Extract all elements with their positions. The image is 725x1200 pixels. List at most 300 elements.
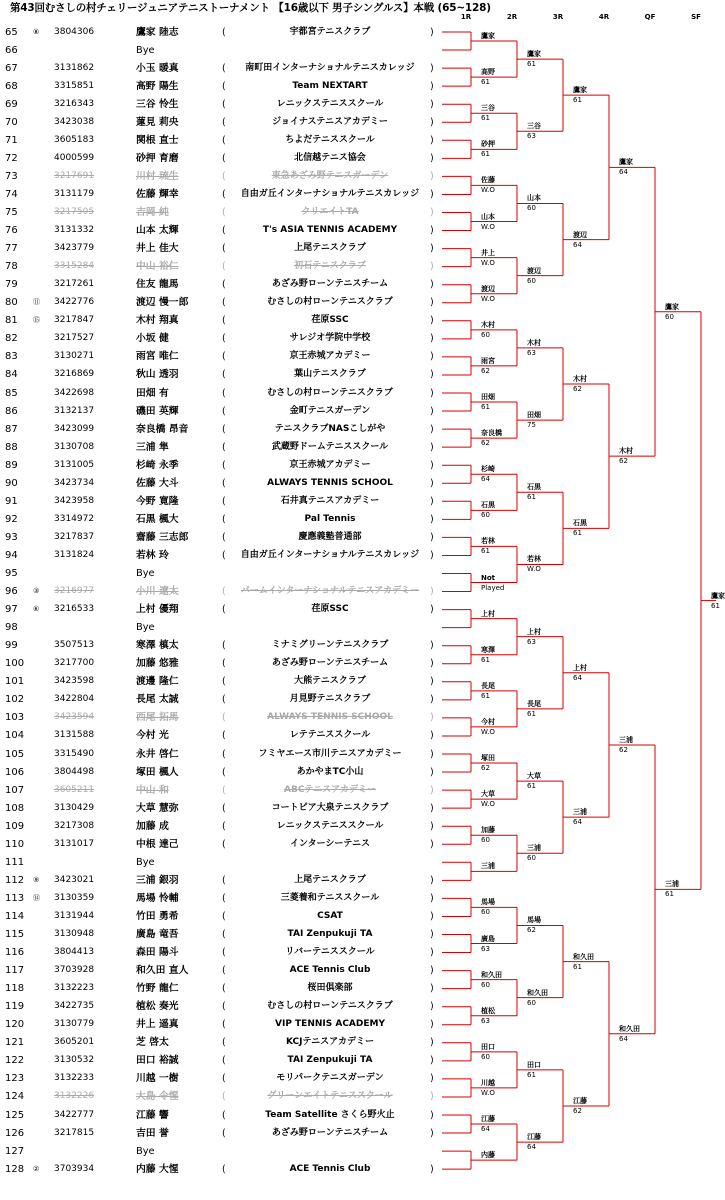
club-name: あざみ野ローンテニスチーム (271, 1127, 389, 1138)
draw-number: 73 (5, 170, 18, 182)
paren-close: ) (430, 1127, 434, 1139)
player-id: 3315284 (54, 261, 95, 272)
player-name: 住友 龍馬 (136, 279, 179, 291)
winner-name: 石黒 (573, 519, 587, 528)
club-name: 上尾テニスクラブ (294, 874, 366, 885)
match-score: 60 (527, 204, 536, 213)
draw-number: 119 (5, 1001, 25, 1013)
club-name: CSAT (317, 910, 343, 921)
player-id: 3605183 (54, 134, 95, 145)
draw-number: 115 (5, 929, 25, 940)
club-name: 三菱養和テニススクール (280, 892, 380, 903)
draw-number: 116 (5, 947, 25, 959)
player-name: 小川 遼太 (136, 586, 179, 598)
paren-close: ) (430, 748, 434, 760)
club-name: パームインターナショナルテニスアカデミー (240, 586, 420, 597)
player-name: 馬場 怜輔 (136, 892, 179, 904)
club-name: あざみ野ローンテニスチーム (271, 658, 389, 669)
paren-close: ) (430, 549, 434, 561)
draw-number: 88 (5, 441, 18, 453)
paren-close: ) (430, 243, 434, 255)
club-name: 石井真テニスアカデミー (280, 495, 380, 506)
club-name: 荏原SSC (311, 315, 349, 326)
match-score: 62 (481, 366, 490, 375)
player-name: 中山 和 (136, 784, 169, 796)
winner-name: 長尾 (481, 681, 495, 690)
winner-name: 田口 (527, 1060, 541, 1069)
club-name: ちよだテニススクール (285, 134, 375, 145)
winner-name: 鷹家 (619, 158, 633, 167)
draw-number: 128 (5, 1163, 25, 1175)
draw-number: 77 (5, 243, 18, 255)
draw-number: 102 (5, 694, 25, 706)
paren-open: ( (222, 513, 226, 525)
player-name: 杉崎 永季 (136, 459, 179, 471)
draw-number: 79 (5, 279, 18, 291)
paren-close: ) (430, 983, 434, 995)
club-name: 東急あざみ野テニスガーデン (271, 170, 389, 181)
club-name: テニスクラブNASこしがや (274, 423, 386, 434)
player-id: 3216343 (54, 98, 95, 109)
draw-number: 118 (5, 983, 25, 995)
paren-open: ( (222, 586, 226, 598)
paren-open: ( (222, 1163, 226, 1175)
player-id: 3131332 (54, 225, 95, 236)
paren-close: ) (430, 802, 434, 814)
match-score: 64 (481, 1125, 490, 1134)
club-name: 宇都宮テニスクラブ (289, 26, 371, 37)
winner-name: 雨宮 (481, 356, 495, 365)
club-name: フミヤエース市川テニスアカデミー (258, 748, 402, 759)
match-score: 61 (527, 493, 536, 502)
paren-open: ( (222, 1109, 226, 1121)
player-name: 植松 奏光 (136, 1001, 179, 1013)
match-score: 60 (665, 312, 674, 321)
player-id: 3217700 (54, 658, 95, 669)
draw-number: 75 (5, 207, 18, 218)
paren-open: ( (222, 441, 226, 453)
winner-name: 今村 (481, 717, 495, 726)
match-score: 63 (527, 132, 536, 141)
paren-close: ) (430, 369, 434, 381)
match-score: 61 (573, 962, 582, 971)
paren-close: ) (430, 333, 434, 345)
match-score: W.O (481, 800, 495, 809)
player-id: 3217308 (54, 820, 95, 831)
seed-mark: ② (33, 1164, 40, 1173)
paren-open: ( (222, 694, 226, 706)
paren-open: ( (222, 838, 226, 850)
draw-number: 70 (5, 116, 18, 128)
paren-close: ) (430, 586, 434, 598)
winner-name: 山本 (527, 194, 541, 203)
winner-name: 江藤 (527, 1133, 541, 1142)
player-name: 上村 優翔 (136, 604, 179, 616)
winner-name: 大草 (527, 772, 541, 781)
paren-close: ) (430, 405, 434, 417)
draw-number: 90 (5, 477, 18, 489)
player-name: 田畑 有 (136, 387, 169, 399)
winner-name: 長尾 (527, 699, 541, 708)
winner-name: 塚田 (481, 754, 495, 763)
club-name: Team NEXTART (292, 80, 368, 91)
paren-close: ) (430, 676, 434, 688)
player-name: 三谷 怜生 (136, 98, 179, 110)
winner-name: 奈良橋 (481, 429, 502, 438)
draw-number: 114 (5, 910, 25, 922)
winner-name: 鷹家 (711, 591, 725, 600)
player-name: 竹田 勇希 (136, 910, 179, 922)
player-id: 3217505 (54, 207, 95, 217)
club-name: むさしの村ローンテニスクラブ (267, 387, 393, 398)
club-name: 南町田インターナショナルテニスカレッジ (245, 62, 415, 73)
paren-close: ) (430, 513, 434, 525)
match-score: W.O (481, 727, 495, 736)
match-score: 63 (481, 944, 490, 953)
player-name: 今村 光 (136, 730, 169, 742)
paren-close: ) (430, 477, 434, 489)
match-score: 63 (481, 1016, 490, 1025)
seed-mark: ⑨ (33, 875, 40, 884)
winner-name: 和久田 (527, 988, 548, 997)
paren-open: ( (222, 152, 226, 164)
paren-open: ( (222, 297, 226, 309)
draw-number: 105 (5, 748, 25, 760)
club-name: 慶應義塾普通部 (298, 531, 362, 542)
player-name: 加藤 悠雅 (136, 658, 179, 670)
player-id: 3216533 (54, 604, 95, 615)
player-id: 3423598 (54, 676, 95, 687)
winner-name: 和久田 (481, 970, 502, 979)
paren-open: ( (222, 1055, 226, 1067)
draw-number: 91 (5, 495, 18, 507)
paren-open: ( (222, 712, 226, 724)
winner-name: 植松 (481, 1006, 495, 1015)
player-id: 3217527 (54, 333, 95, 344)
club-name: 武蔵野ドームテニススクール (271, 441, 389, 452)
winner-name: 馬場 (527, 916, 541, 925)
player-id: 3130359 (54, 892, 95, 903)
winner-name: 三谷 (481, 104, 495, 113)
player-id: 3131944 (54, 910, 95, 921)
paren-close: ) (430, 838, 434, 850)
paren-open: ( (222, 207, 226, 218)
draw-number: 122 (5, 1055, 25, 1067)
winner-name: 砂押 (481, 140, 495, 149)
paren-close: ) (430, 1091, 434, 1103)
player-name: 石黒 楓大 (136, 513, 179, 525)
draw-number: 66 (5, 44, 18, 56)
player-name: 若林 玲 (136, 549, 169, 561)
winner-name: 木村 (573, 374, 587, 383)
paren-open: ( (222, 766, 226, 778)
player-name: 内藤 大惺 (136, 1163, 179, 1175)
paren-open: ( (222, 929, 226, 940)
club-name: 荏原SSC (311, 604, 349, 615)
paren-close: ) (430, 495, 434, 507)
paren-open: ( (222, 1037, 226, 1049)
draw-number: 96 (5, 586, 18, 598)
player-id: 3605201 (54, 1037, 95, 1048)
seed-mark: ⑧ (33, 27, 40, 36)
draw-number: 81 (5, 315, 18, 327)
paren-close: ) (430, 225, 434, 237)
player-name: 蓮見 莉央 (136, 116, 179, 128)
paren-open: ( (222, 477, 226, 489)
player-name: 吉岡 純 (136, 207, 169, 218)
player-name: 木村 翔真 (136, 315, 179, 327)
player-name: 寒澤 槙太 (136, 640, 179, 652)
draw-number: 93 (5, 531, 18, 543)
match-score: 63 (527, 637, 536, 646)
player-id: 3217691 (54, 170, 95, 181)
winner-name: 江藤 (481, 1115, 495, 1124)
paren-open: ( (222, 604, 226, 616)
match-score: 61 (573, 96, 582, 105)
player-name: 高野 陽生 (136, 80, 179, 92)
draw-number: 101 (5, 676, 25, 688)
paren-close: ) (430, 297, 434, 309)
draw-number: 67 (5, 62, 18, 74)
paren-close: ) (430, 694, 434, 706)
paren-close: ) (430, 1001, 434, 1013)
draw-number: 76 (5, 225, 18, 237)
paren-close: ) (430, 730, 434, 742)
winner-name: 三浦 (665, 880, 679, 889)
paren-close: ) (430, 98, 434, 110)
paren-open: ( (222, 820, 226, 832)
player-id: 3507513 (54, 640, 95, 651)
draw-number: 71 (5, 134, 18, 146)
paren-close: ) (430, 892, 434, 904)
match-score: W.O (527, 565, 541, 574)
winner-name: 三浦 (573, 808, 587, 817)
club-name: 初石テニスクラブ (294, 261, 366, 272)
club-name: 京王赤城アカデミー (289, 351, 371, 362)
winner-name: 和久田 (619, 1024, 640, 1033)
match-score: 61 (481, 150, 490, 159)
player-name: 秋山 透羽 (136, 369, 179, 381)
player-id: 3422804 (54, 694, 95, 705)
paren-close: ) (430, 965, 434, 977)
player-name: 鷹家 陸志 (136, 26, 179, 38)
player-id: 3605211 (54, 784, 95, 795)
paren-close: ) (430, 441, 434, 453)
player-id: 3423594 (54, 712, 95, 723)
paren-open: ( (222, 98, 226, 110)
paren-open: ( (222, 892, 226, 904)
player-id: 3131588 (54, 730, 95, 741)
winner-name: 木村 (527, 338, 541, 347)
winner-name: 上村 (481, 609, 495, 618)
draw-number: 103 (5, 712, 25, 724)
draw-number: 78 (5, 261, 18, 273)
match-score: 62 (481, 764, 490, 773)
player-name: 竹野 龍仁 (136, 983, 179, 995)
winner-name: 鷹家 (573, 86, 587, 95)
player-id: 3423038 (54, 116, 95, 127)
player-name: 関根 直士 (136, 134, 179, 146)
paren-close: ) (430, 766, 434, 778)
player-id: 3132233 (54, 1073, 95, 1084)
draw-number: 112 (5, 874, 25, 886)
paren-close: ) (430, 315, 434, 327)
player-id: 3130429 (54, 802, 95, 813)
player-name: Bye (136, 622, 155, 634)
match-score: 64 (527, 1143, 536, 1152)
paren-open: ( (222, 387, 226, 399)
player-id: 3804306 (54, 26, 95, 37)
player-name: 井上 佳大 (136, 243, 179, 255)
paren-close: ) (430, 1019, 434, 1031)
player-id: 3217261 (54, 279, 95, 290)
player-id: 3130532 (54, 1055, 95, 1066)
draw-number: 92 (5, 513, 18, 525)
paren-open: ( (222, 1127, 226, 1139)
seed-mark: ⑪ (33, 298, 40, 307)
match-score: 62 (573, 1106, 582, 1115)
club-name: 大熊テニスクラブ (294, 676, 366, 687)
round-header-4r: 4R (598, 13, 610, 21)
player-id: 3314972 (54, 513, 95, 524)
winner-name: 渡辺 (527, 266, 541, 275)
winner-name: 石黒 (527, 483, 541, 492)
draw-number: 80 (5, 297, 18, 309)
winner-name: 馬場 (481, 898, 495, 907)
match-score: 64 (619, 1034, 628, 1043)
player-name: 砂押 育磨 (136, 152, 179, 164)
player-id: 3132137 (54, 405, 95, 416)
draw-number: 127 (5, 1145, 25, 1157)
player-name: 今野 寛隆 (136, 495, 179, 507)
seed-mark: ⑭ (33, 893, 40, 902)
club-name: Pal Tennis (304, 513, 356, 524)
paren-open: ( (222, 80, 226, 92)
club-name: 京王赤城アカデミー (289, 459, 371, 470)
match-score: 60 (527, 276, 536, 285)
paren-close: ) (430, 1109, 434, 1121)
player-id: 3315490 (54, 748, 95, 759)
paren-open: ( (222, 279, 226, 291)
paren-open: ( (222, 459, 226, 471)
draw-number: 124 (5, 1091, 25, 1103)
paren-close: ) (430, 116, 434, 128)
draw-number: 85 (5, 387, 18, 399)
match-score: 62 (481, 439, 490, 448)
paren-open: ( (222, 261, 226, 273)
player-name: 三浦 銀羽 (136, 874, 179, 886)
draw-number: 109 (5, 820, 25, 832)
club-name: ミナミグリーンテニスクラブ (271, 640, 389, 651)
match-score: 61 (527, 709, 536, 718)
match-score: W.O (481, 258, 495, 267)
draw-number: 87 (5, 423, 18, 435)
match-score: 62 (573, 384, 582, 393)
paren-open: ( (222, 983, 226, 995)
winner-name: 石黒 (481, 501, 495, 510)
match-score: W.O (481, 1088, 495, 1097)
club-name: むさしの村ローンテニスクラブ (267, 297, 393, 308)
match-score: 60 (527, 998, 536, 1007)
draw-number: 106 (5, 766, 25, 778)
club-name: グリーンエイトテニススクール (267, 1091, 393, 1102)
winner-name: 田畑 (527, 411, 541, 420)
winner-name: 井上 (481, 248, 495, 257)
paren-close: ) (430, 1055, 434, 1067)
player-name: 三浦 隼 (136, 441, 169, 453)
paren-open: ( (222, 225, 226, 237)
paren-open: ( (222, 549, 226, 561)
club-name: サレジオ学院中学校 (289, 333, 371, 344)
paren-close: ) (430, 1037, 434, 1049)
player-name: 雨宮 唯仁 (136, 351, 179, 363)
draw-number: 68 (5, 80, 18, 92)
winner-name: 若林 (527, 555, 541, 564)
draw-number: 125 (5, 1109, 25, 1121)
match-score: 61 (527, 60, 536, 69)
winner-name: 川越 (481, 1078, 495, 1087)
player-id: 3423734 (54, 477, 95, 488)
player-id: 3131862 (54, 62, 95, 73)
player-name: 中根 達己 (136, 838, 179, 850)
player-id: 3703928 (54, 965, 95, 976)
club-name: リバーテニススクール (285, 947, 375, 958)
match-score: 61 (481, 691, 490, 700)
player-name: 小玉 暖真 (136, 62, 179, 74)
paren-close: ) (430, 62, 434, 74)
round-header-1r: 1R (460, 13, 472, 21)
player-id: 3216869 (54, 369, 95, 380)
club-name: ジョイナステニスアカデミー (272, 116, 388, 127)
draw-number: 98 (5, 622, 18, 634)
paren-close: ) (430, 929, 434, 940)
draw-number: 84 (5, 369, 18, 381)
winner-name: 杉崎 (481, 465, 495, 474)
winner-name: 加藤 (481, 826, 495, 835)
player-id: 3423779 (54, 243, 95, 254)
paren-open: ( (222, 351, 226, 363)
paren-close: ) (430, 820, 434, 832)
club-name: 葉山テニスクラブ (294, 369, 366, 380)
player-id: 3131824 (54, 549, 95, 560)
draw-number: 107 (5, 784, 25, 796)
winner-name: 田口 (481, 1042, 495, 1051)
player-name: 齋藤 三志郎 (136, 531, 189, 543)
paren-open: ( (222, 405, 226, 417)
paren-open: ( (222, 748, 226, 760)
draw-number: 121 (5, 1037, 25, 1049)
player-name: Bye (136, 856, 155, 868)
winner-name: 木村 (619, 447, 633, 456)
paren-close: ) (430, 604, 434, 616)
match-score: 63 (527, 348, 536, 357)
draw-number: 95 (5, 568, 18, 579)
match-score: 64 (573, 240, 582, 249)
winner-name: 鷹家 (527, 50, 541, 59)
player-name: Bye (136, 1145, 155, 1157)
player-name: 加藤 成 (136, 820, 169, 832)
player-name: 田口 裕誠 (136, 1055, 179, 1067)
paren-open: ( (222, 26, 226, 38)
club-name: 自由ガ丘インターナショナルテニスカレッジ (240, 549, 420, 560)
club-name: レニックステニススクール (276, 820, 384, 831)
match-score: 64 (619, 168, 628, 177)
match-score: W.O (481, 294, 495, 303)
draw-number: 86 (5, 405, 18, 417)
club-name: レテテニススクール (289, 730, 371, 741)
player-id: 3130271 (54, 351, 95, 362)
club-name: インターシーテニス (289, 838, 371, 849)
